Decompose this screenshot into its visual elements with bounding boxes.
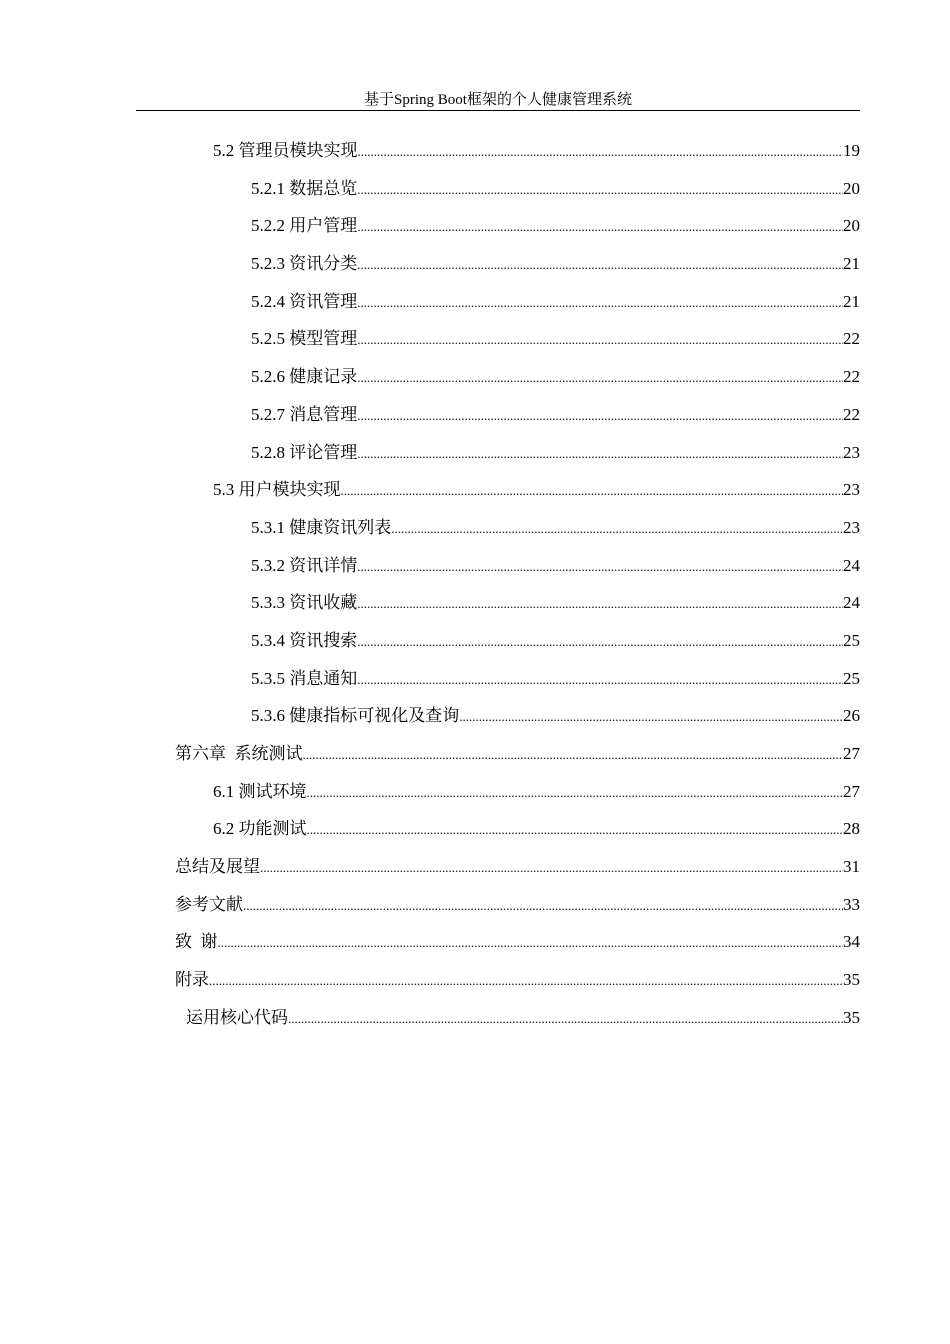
toc-entry-title: 5.2.8 评论管理 xyxy=(251,442,358,462)
toc-entry[interactable] xyxy=(0,170,950,208)
toc-entry[interactable] xyxy=(0,660,950,698)
toc-entry-title: 5.3.6 健康指标可视化及查询 xyxy=(251,706,460,726)
toc-entry[interactable] xyxy=(0,471,950,509)
toc-dot-leader xyxy=(357,397,843,435)
toc-entry[interactable] xyxy=(0,735,950,773)
toc-dot-leader xyxy=(341,472,844,510)
toc-entry[interactable] xyxy=(0,848,950,886)
toc-entry-page-number: 19 xyxy=(843,141,860,160)
toc-dot-leader xyxy=(243,887,843,925)
toc-entry[interactable] xyxy=(0,961,950,999)
toc-entry-page-number: 31 xyxy=(843,857,860,877)
toc-dot-leader xyxy=(357,359,843,397)
toc-entry-page-number: 21 xyxy=(843,254,860,274)
toc-entry-page-number: 28 xyxy=(843,819,860,839)
toc-dot-leader xyxy=(357,661,843,699)
toc-entry-page-number: 23 xyxy=(843,442,860,462)
toc-entry-page-number: 26 xyxy=(843,706,860,726)
toc-entry[interactable] xyxy=(0,320,950,358)
toc-entry-title: 5.3.3 资讯收藏 xyxy=(251,593,358,613)
toc-entry-title: 5.2.6 健康记录 xyxy=(251,367,358,387)
toc-dot-leader xyxy=(357,246,843,284)
toc-entry-title: 5.3 用户模块实现 xyxy=(213,480,341,500)
toc-entry-page-number: 20 xyxy=(843,178,860,198)
toc-entry-page-number: 21 xyxy=(843,291,860,311)
toc-entry-page-number: 22 xyxy=(843,404,860,424)
toc-dot-leader xyxy=(357,435,843,473)
toc-entry-title: 5.2.4 资讯管理 xyxy=(251,291,358,311)
toc-dot-leader xyxy=(358,133,844,171)
toc-entry-page-number: 22 xyxy=(843,329,860,349)
toc-dot-leader xyxy=(307,774,844,812)
toc-entry-title: 总结及展望 xyxy=(175,857,260,877)
toc-entry[interactable] xyxy=(0,584,950,622)
table-of-contents xyxy=(0,132,950,1037)
toc-entry-page-number: 34 xyxy=(843,932,860,952)
toc-entry-title: 附录 xyxy=(175,970,209,990)
toc-entry-title: 5.3.1 健康资讯列表 xyxy=(251,517,392,537)
toc-entry-title: 5.3.4 资讯搜索 xyxy=(251,630,358,650)
page-header: 基于Spring Boot框架的个人健康管理系统 xyxy=(364,92,632,108)
toc-entry-page-number: 25 xyxy=(843,630,860,650)
toc-entry[interactable] xyxy=(0,207,950,245)
toc-dot-leader xyxy=(357,548,843,586)
toc-dot-leader xyxy=(303,736,844,774)
toc-entry-title: 5.2 管理员模块实现 xyxy=(213,141,358,160)
toc-entry[interactable] xyxy=(0,434,950,472)
toc-entry-page-number: 33 xyxy=(843,894,860,914)
toc-dot-leader xyxy=(391,510,843,548)
toc-dot-leader xyxy=(260,849,843,887)
toc-dot-leader xyxy=(288,1000,843,1038)
toc-entry[interactable] xyxy=(0,283,950,321)
toc-entry[interactable] xyxy=(0,358,950,396)
toc-entry-page-number: 27 xyxy=(843,781,860,801)
toc-dot-leader xyxy=(307,811,844,849)
toc-entry-page-number: 23 xyxy=(843,480,860,500)
toc-entry[interactable] xyxy=(0,509,950,547)
toc-entry[interactable] xyxy=(0,999,950,1037)
toc-dot-leader xyxy=(357,171,843,209)
toc-entry-title: 第六章 系统测试 xyxy=(175,744,303,763)
toc-entry[interactable] xyxy=(0,810,950,848)
toc-dot-leader xyxy=(357,623,843,661)
toc-dot-leader xyxy=(218,924,844,962)
toc-entry-title: 5.2.2 用户管理 xyxy=(251,216,358,236)
toc-entry[interactable] xyxy=(0,697,950,735)
toc-entry-page-number: 20 xyxy=(843,216,860,236)
toc-entry-title: 参考文献 xyxy=(175,894,243,914)
toc-entry-title: 5.2.3 资讯分类 xyxy=(251,254,358,274)
toc-entry-title: 5.2.7 消息管理 xyxy=(251,404,358,424)
toc-entry[interactable] xyxy=(0,396,950,434)
toc-entry-page-number: 22 xyxy=(843,367,860,387)
toc-entry[interactable] xyxy=(0,923,950,961)
toc-entry-title: 5.3.2 资讯详情 xyxy=(251,555,358,575)
toc-entry-page-number: 27 xyxy=(843,744,860,763)
toc-dot-leader xyxy=(459,698,843,736)
toc-entry-page-number: 35 xyxy=(843,970,860,990)
toc-entry-page-number: 24 xyxy=(843,593,860,613)
toc-entry-title: 6.2 功能测试 xyxy=(213,819,307,839)
toc-dot-leader xyxy=(357,321,843,359)
toc-entry[interactable] xyxy=(0,622,950,660)
toc-entry-title: 6.1 测试环境 xyxy=(213,781,307,801)
toc-dot-leader xyxy=(357,208,843,246)
toc-entry-page-number: 23 xyxy=(843,517,860,537)
toc-entry-page-number: 35 xyxy=(843,1007,860,1027)
toc-entry[interactable] xyxy=(0,132,950,170)
toc-entry[interactable] xyxy=(0,245,950,283)
toc-dot-leader xyxy=(357,284,843,322)
toc-entry[interactable] xyxy=(0,547,950,585)
toc-entry-title: 致 谢 xyxy=(175,932,218,952)
toc-entry-title: 5.3.5 消息通知 xyxy=(251,668,358,688)
toc-dot-leader xyxy=(209,962,843,1000)
header-rule xyxy=(136,110,860,111)
toc-entry-page-number: 24 xyxy=(843,555,860,575)
toc-entry-title: 5.2.5 模型管理 xyxy=(251,329,358,349)
toc-entry-page-number: 25 xyxy=(843,668,860,688)
toc-entry[interactable] xyxy=(0,773,950,811)
toc-entry-title: 运用核心代码 xyxy=(186,1007,288,1027)
toc-entry[interactable] xyxy=(0,886,950,924)
toc-entry-title: 5.2.1 数据总览 xyxy=(251,178,358,198)
toc-dot-leader xyxy=(357,585,843,623)
